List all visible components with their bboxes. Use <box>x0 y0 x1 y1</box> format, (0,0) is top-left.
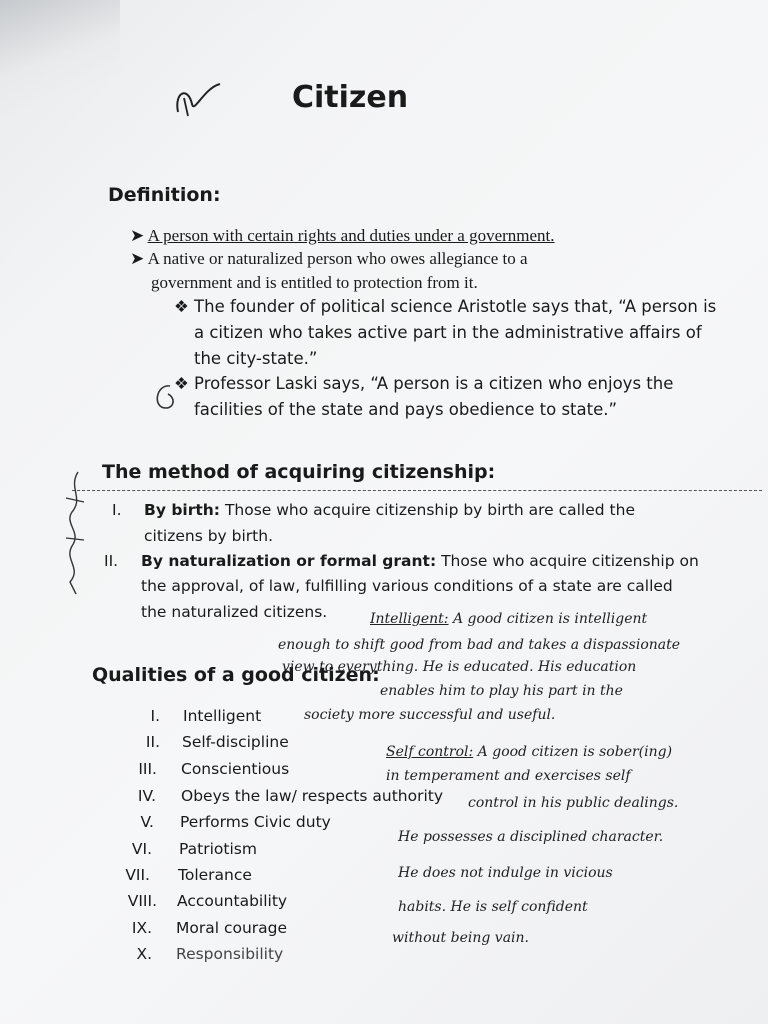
quality-num-1: I. <box>150 707 160 725</box>
note-intelligent-line-4: enables him to play his part in the <box>380 683 623 699</box>
quality-num-8: VIII. <box>127 892 157 910</box>
paper-fold-shadow <box>0 0 120 130</box>
quality-item-4: Obeys the law/ respects authority <box>181 787 444 805</box>
definition-bullet-2: ➤ A native or naturalized person who owes allegiance to a <box>130 249 528 268</box>
diamond-bullet-icon: ❖ <box>174 374 189 393</box>
method-item-2-line-1: By naturalization or formal grant: Those who acquire citizenship on <box>141 552 699 570</box>
quality-item-8: Accountability <box>177 892 288 910</box>
note-self-control-line-1: Self control: A good citizen is sober(ing) <box>386 744 673 760</box>
note-self-control-line-5: He does not indulge in vicious <box>398 865 613 881</box>
method-item-1-num: I. <box>112 501 122 519</box>
note-self-control-line-3: control in his public dealings. <box>468 795 679 811</box>
method-heading: The method of acquiring citizenship: <box>102 461 496 483</box>
note-intelligent-line-1: Intelligent: A good citizen is intelligent <box>370 611 648 627</box>
note-self-control-line-2: in temperament and exercises self <box>386 768 631 784</box>
quality-num-4: IV. <box>137 787 156 805</box>
quality-num-5: V. <box>140 813 154 831</box>
quality-num-3: III. <box>138 760 157 778</box>
method-item-2-line-3: the naturalized citizens. <box>141 603 328 621</box>
note-self-control-line-6: habits. He is self confident <box>398 899 588 915</box>
quality-num-6: VI. <box>131 840 152 858</box>
quality-item-1: Intelligent <box>183 707 262 725</box>
diamond-bullet-icon: ❖ <box>174 297 189 316</box>
quote-laski-line-1: ❖ Professor Laski says, “A person is a citizen who enjoys the <box>174 374 674 393</box>
quality-item-5: Performs Civic duty <box>180 813 331 831</box>
quality-item-9: Moral courage <box>176 919 288 937</box>
quality-item-7: Tolerance <box>178 866 252 884</box>
method-item-2-num: II. <box>104 552 119 570</box>
qualities-heading: Qualities of a good citizen: <box>92 664 380 686</box>
quality-item-6: Patriotism <box>179 840 257 858</box>
method-item-1-line-1: By birth: Those who acquire citizenship by birth are called the <box>144 501 635 519</box>
note-intelligent-line-3: view to everything. He is educated. His education <box>282 659 637 675</box>
quote-aristotle-line-3: the city-state.” <box>194 349 318 368</box>
quality-num-10: X. <box>136 945 152 963</box>
quote-laski-line-2: facilities of the state and pays obedience to state.” <box>194 400 618 419</box>
note-intelligent-line-5: society more successful and useful. <box>304 707 556 723</box>
method-item-1-line-2: citizens by birth. <box>144 527 273 545</box>
quote-aristotle-line-2: a citizen who takes active part in the administrative affairs of <box>194 323 702 342</box>
note-self-control-line-4: He possesses a disciplined character. <box>398 829 664 845</box>
quality-num-7: VII. <box>125 866 150 884</box>
quality-item-10: Responsibility <box>176 945 284 963</box>
arrow-bullet-icon: ➤ <box>130 249 145 268</box>
quality-num-9: IX. <box>131 919 152 937</box>
handwritten-margin-scribble <box>60 468 90 598</box>
arrow-bullet-icon: ➤ <box>130 226 145 245</box>
definition-bullet-1: ➤ A person with certain rights and duties under a government. <box>130 226 555 245</box>
quality-item-2: Self-discipline <box>182 733 289 751</box>
quality-num-2: II. <box>145 733 160 751</box>
note-self-control-line-7: without being vain. <box>392 930 529 946</box>
definition-heading: Definition: <box>108 184 221 206</box>
note-intelligent-line-2: enough to shift good from bad and takes a dispassionate <box>278 637 681 653</box>
handwritten-tick-mark <box>170 78 230 122</box>
quote-aristotle-line-1: ❖ The founder of political science Aristotle says that, “A person is <box>174 297 717 316</box>
method-item-2-line-2: the approval, of law, fulfilling various conditions of a state are called <box>141 577 673 595</box>
section-divider <box>72 490 762 491</box>
page-title: Citizen <box>292 80 409 115</box>
quality-item-3: Conscientious <box>181 760 290 778</box>
definition-bullet-2-cont: government and is entitled to protection from it. <box>151 273 478 292</box>
